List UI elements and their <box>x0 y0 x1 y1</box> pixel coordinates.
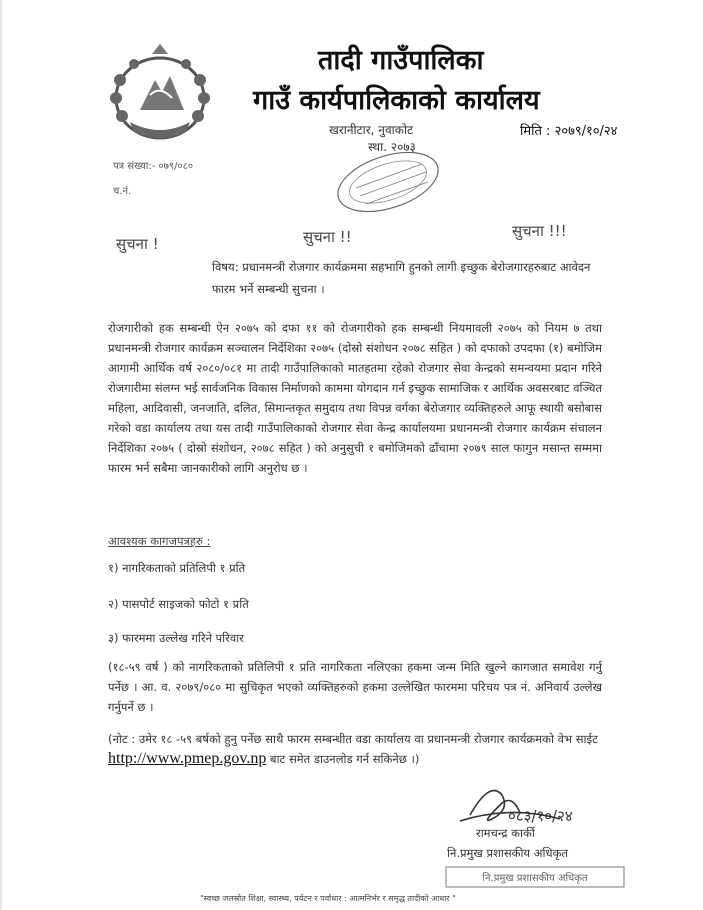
established-year: स्था. २०७३ <box>368 140 416 154</box>
office-name: तादी गाउँपालिका <box>318 45 484 76</box>
notice-heading-2: सुचना !! <box>303 228 352 246</box>
office-stamp-icon <box>318 150 458 220</box>
document-item: १) नागरिकताको प्रतिलिपी १ प्रति <box>108 561 246 575</box>
designation-stamp-text: नि.प्रमुख प्रशासकीय अधिकृत <box>482 873 588 884</box>
document-item: २) पासपोर्ट साइजको फोटो १ प्रति <box>108 597 249 611</box>
handwritten-date: ०८३/१०/२४ <box>508 807 573 825</box>
download-note <box>108 729 602 769</box>
nepal-emblem-icon <box>100 40 220 160</box>
website-link[interactable]: http://www.pmep.gov.np <box>108 750 267 767</box>
letter-date: मिति : २०७९/१०/२४ <box>520 124 618 139</box>
footer-slogan: "स्वच्छ जलस्रोत शिक्षा, स्वास्थ्य, पर्यटन र पर्वाधार : आत्मनिर्भर र समृद्ध तादीको आधार " <box>200 894 456 903</box>
office-subtitle: गाउँ कार्यपालिकाको कार्यालय <box>253 85 540 116</box>
eligibility-note: (१८-५९ वर्ष ) को नागरिकताको प्रतिलिपी १ प्रति नागरिकता नलिएका हकमा जन्म मिति खुल्ने कागजात समावेश गर्नु पर्नेछ । आ. व. २०७९/०८० मा सुचिकृत भएको व्यक्तिहरुको हकमा उल्लेखित फारममा परिचय पत्र नं. अनिवार्य उल्लेख गर्नुपर्ने छ । <box>108 660 602 714</box>
dispatch-number: च.नं. <box>113 186 132 197</box>
notice-subject: विषय: प्रधानमन्त्री रोजगार कार्यक्रममा सहभागि हुनको लागी इच्छुक बेरोजगारहरुबाट आवेदन फारम भर्ने सम्बन्धी सुचना । <box>212 260 591 296</box>
signatory-name: रामचन्द्र कार्की <box>476 826 535 840</box>
required-documents-heading: आवश्यक कागजपत्रहरु : <box>108 534 211 548</box>
letter-number: पत्र संख्या:- ०७९/०८० <box>113 161 194 172</box>
download-note-text: (नोट : उमेर १८ -५९ बर्षको हुनु पर्नेछ साथै फारम सम्बन्धीत वडा कार्यालय वा प्रधानमन्त्री रोजगार कार्यक्रमको वेभ साईट <box>108 732 598 746</box>
document-item: ३) फारममा उल्लेख गरिने परिवार <box>108 631 244 645</box>
signatory-title: नि.प्रमुख प्रशासकीय अधिकृत <box>447 846 568 860</box>
notice-heading-1: सुचना ! <box>116 235 159 253</box>
designation-stamp-icon <box>445 866 625 888</box>
office-address: खरानीटार, नुवाकोट <box>329 123 414 137</box>
download-note-text-end: बाट समेत डाउनलोड गर्न सकिनेछ ।) <box>270 752 420 766</box>
notice-heading-3: सुचना !!! <box>512 222 567 240</box>
notice-body: रोजगारीको हक सम्बन्धी ऐन २०७५ को दफा ११ को रोजगारीको हक सम्बन्धी नियमावली २०७५ को नियम ७ तथा प्रधानमन्त्री रोजगार कार्यक्रम सञ्चालन निर्देशिका २०७५ (दोस्रो संशोधन २०७८ सहित ) को दफाको उपदफा (१) बमोजिम आगामी आर्थिक वर्ष २०८०/०८१ मा तादी गाउँपालिकाको मातहतमा रहेको रोजगार सेवा केन्द्रको समन्वयमा प्रदान गरिने रोजगारीमा संलग्न भई सार्वजनिक विकास निर्माणको काममा योगदान गर्न इच्छुक सामाजिक र आर्थिक अवसरबाट वञ्चित महिला, आदिवासी, जनजाति, दलित, सिमान्तकृत समुदाय तथा विपन्न वर्गका बेरोजगार व्यक्तिहरुले आफू स्थायी बसोबास गरेको वडा कार्यालय तथा यस तादी गाउँपालिकाको रोजगार सेवा केन्द्र कार्यालयमा प्रधानमन्त्री रोजगार कार्यक्रम संचालन निर्देशिका २०७५ ( दोस्रो संशोधन, २०७८ सहित ) को अनुसुची १ बमोजिमको ढाँचामा २०७९ साल फागुन मसान्त सम्ममा फारम भर्न सबैमा जानकारीको लागि अनुरोध छ । <box>108 321 602 475</box>
